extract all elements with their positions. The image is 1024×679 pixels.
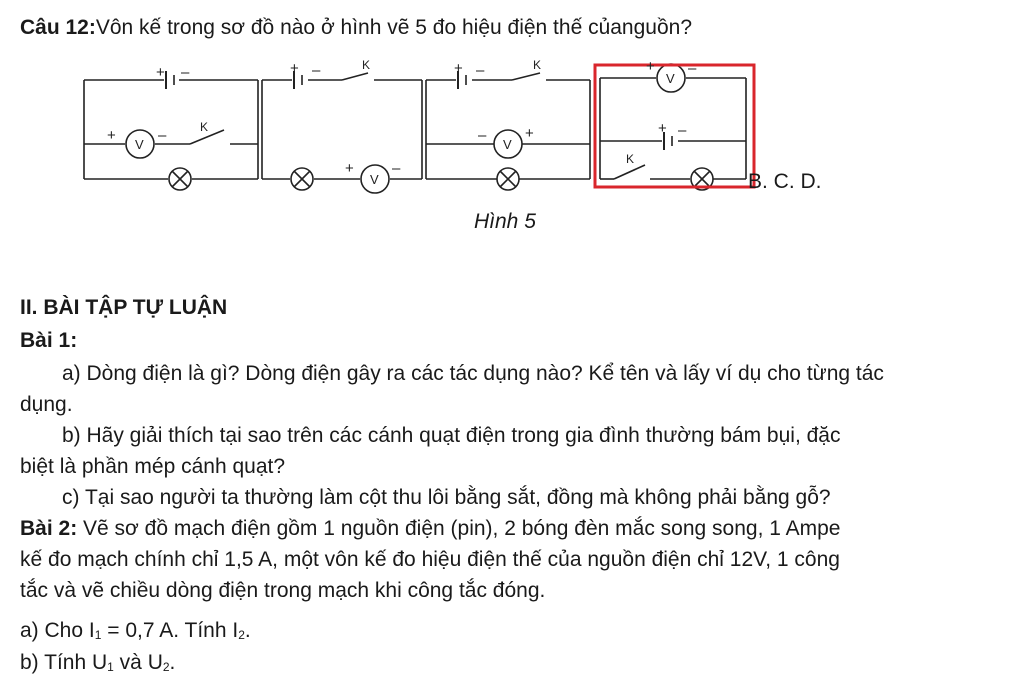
bai2-a-prefix: a) Cho I	[20, 619, 95, 642]
bai1-a-line2: dụng.	[20, 393, 73, 416]
bai2-label: Bài 2:	[20, 517, 78, 540]
bai2-line1	[20, 517, 840, 541]
circuit-c	[426, 71, 590, 190]
subscript: 2	[162, 660, 170, 674]
bai2-line3: tắc và vẽ chiều dòng điện trong mạch khi công tắc đóng.	[20, 579, 546, 602]
plus-sign: +	[454, 60, 463, 77]
circuit-figure	[0, 55, 860, 195]
bai2-b-end: .	[169, 651, 176, 674]
plus-sign: +	[658, 120, 667, 137]
answer-options: B. C. D.	[748, 170, 822, 193]
voltmeter-label: V	[370, 172, 379, 187]
minus-sign: –	[158, 127, 167, 144]
minus-sign: –	[688, 60, 697, 77]
switch-label: K	[200, 120, 209, 134]
plus-sign: +	[156, 64, 165, 81]
plus-sign: +	[345, 160, 354, 177]
bai2-b	[20, 651, 175, 679]
bai1-label: Bài 1:	[20, 329, 78, 352]
bai2-a-end: .	[244, 619, 251, 642]
question-label: Câu 12:	[20, 16, 96, 39]
bai2-line2: kế đo mạch chính chỉ 1,5 A, một vôn kế đo hiệu điện thế của nguồn điện chỉ 12V, 1 công	[20, 548, 840, 571]
subscript: 1	[94, 628, 102, 642]
voltmeter-label: V	[135, 137, 144, 152]
plus-sign: +	[525, 125, 534, 142]
question-text: Vôn kế trong sơ đồ nào ở hình vẽ 5 đo hiệu điện thế củanguồn?	[95, 16, 693, 39]
minus-sign: –	[476, 62, 485, 79]
switch-label: K	[533, 58, 542, 72]
figure-caption: Hình 5	[474, 210, 536, 233]
bai1-c-line1: c) Tại sao người ta thường làm cột thu lôi bằng sắt, đồng mà không phải bằng gỗ?	[62, 486, 831, 509]
minus-sign: –	[181, 64, 190, 81]
minus-sign: –	[312, 62, 321, 79]
plus-sign: +	[646, 58, 655, 75]
section-title: II. BÀI TẬP TỰ LUẬN	[20, 296, 228, 319]
bai2-b-mid: và U	[113, 651, 163, 674]
subscript: 2	[238, 628, 245, 642]
bai2-a-mid: = 0,7 A. Tính I	[101, 619, 239, 642]
voltmeter-label: V	[503, 137, 512, 152]
switch-label: K	[626, 152, 635, 166]
plus-sign: +	[107, 127, 116, 144]
minus-sign: –	[678, 122, 687, 139]
bai2-b-prefix: b) Tính U	[20, 651, 108, 674]
voltmeter-label: V	[666, 71, 675, 86]
plus-sign: +	[290, 60, 299, 77]
subscript: 1	[107, 660, 114, 674]
switch-label: K	[362, 58, 371, 72]
bai1-b-line1: b) Hãy giải thích tại sao trên các cánh quạt điện trong gia đình thường bám bụi, đặc	[62, 424, 841, 447]
minus-sign: –	[392, 160, 401, 177]
bai2-a	[20, 619, 251, 647]
bai1-b-line2: biệt là phần mép cánh quạt?	[20, 455, 286, 478]
bai1-a-line1: a) Dòng điện là gì? Dòng điện gây ra các tác dụng nào? Kể tên và lấy ví dụ cho từng tác	[62, 362, 884, 385]
question-line	[20, 16, 692, 40]
bai2-text: Vẽ sơ đồ mạch điện gồm 1 nguồn điện (pin), 2 bóng đèn mắc song song, 1 Ampe	[77, 517, 841, 540]
minus-sign: –	[478, 127, 487, 144]
